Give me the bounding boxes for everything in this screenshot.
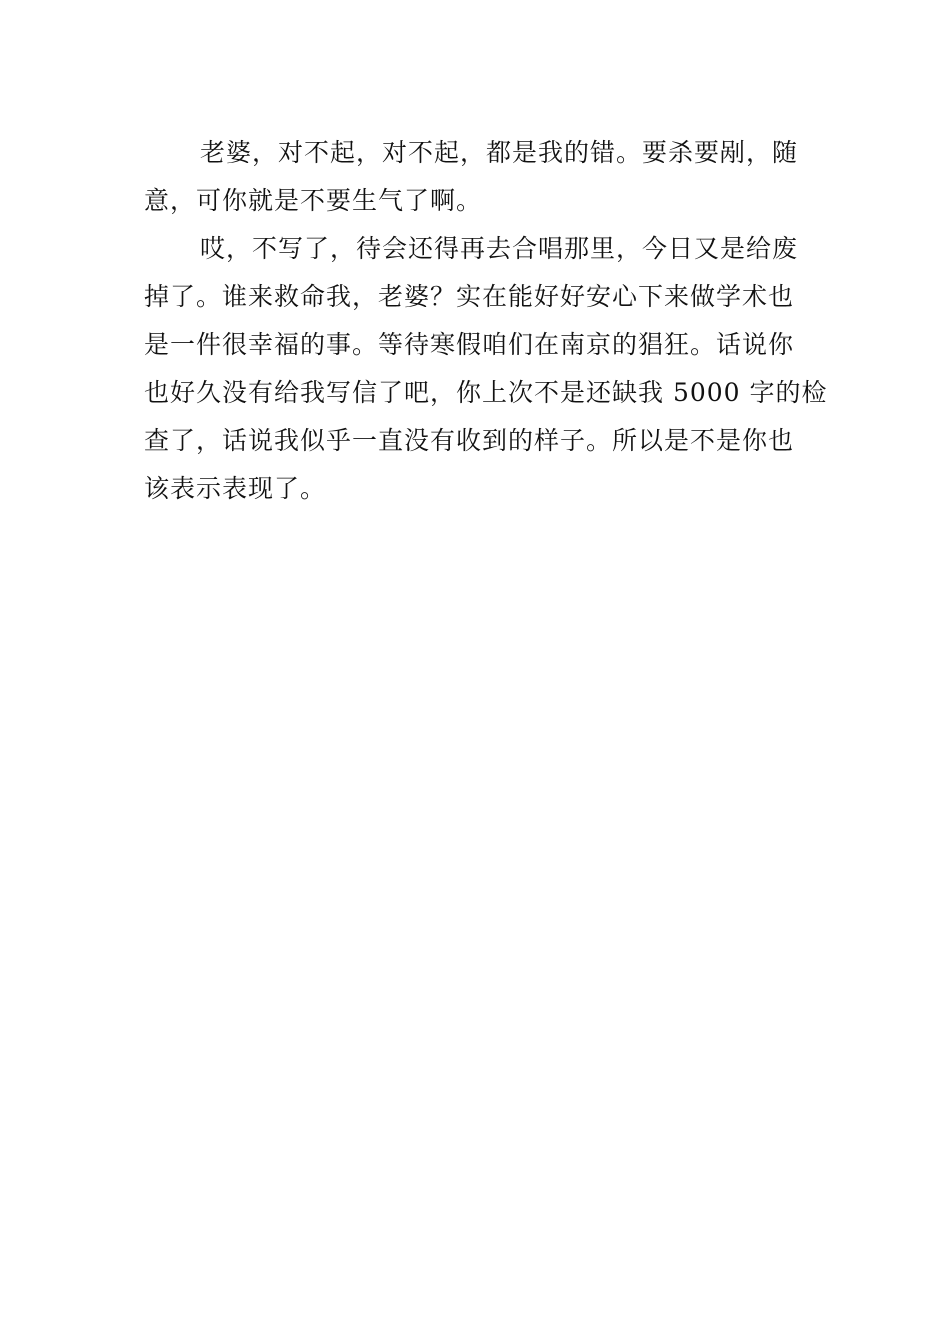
paragraph-2 <box>144 225 828 513</box>
text-line: 也好久没有给我写信了吧，你上次不是还缺我 5000 字的检 <box>144 378 828 407</box>
body-text <box>144 129 828 513</box>
text-line: 掉了。谁来救命我，老婆？实在能好好安心下来做学术也 <box>144 282 795 311</box>
text-line: 该表示表现了。 <box>144 474 327 503</box>
text-line: 查了，话说我似乎一直没有收到的样子。所以是不是你也 <box>144 426 795 455</box>
paragraph-1 <box>144 129 809 225</box>
text-line: 意，可你就是不要生气了啊。 <box>144 186 483 215</box>
text-line: 哎，不写了，待会还得再去合唱那里，今日又是给废 <box>200 234 799 263</box>
text-line: 老婆，对不起，对不起，都是我的错。要杀要剐，随 <box>200 138 799 167</box>
text-line: 是一件很幸福的事。等待寒假咱们在南京的猖狂。话说你 <box>144 330 795 359</box>
